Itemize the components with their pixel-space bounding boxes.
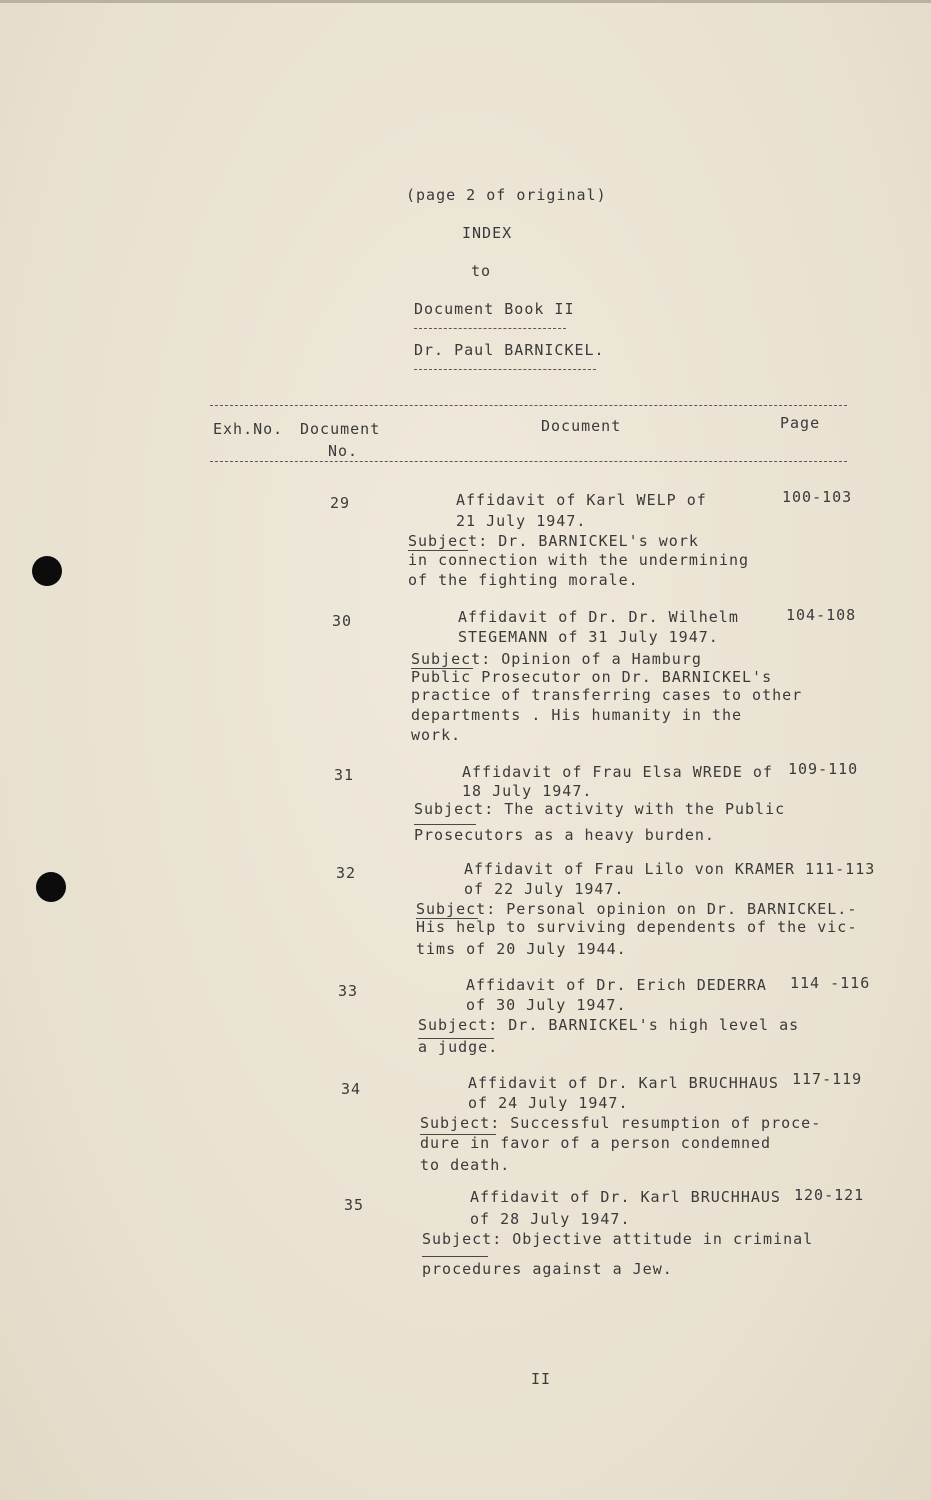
index-title: INDEX bbox=[462, 224, 513, 242]
table-header-rule bbox=[210, 461, 847, 462]
header-rule bbox=[414, 328, 566, 329]
affidavit-title: of 22 July 1947. bbox=[464, 880, 625, 898]
punch-hole bbox=[32, 556, 62, 586]
subject-line: His help to surviving dependents of the vic- bbox=[416, 918, 858, 936]
document-number: 35 bbox=[344, 1196, 365, 1214]
subject-line: Subject: Successful resumption of proce- bbox=[420, 1114, 822, 1132]
document-number: 33 bbox=[338, 982, 359, 1000]
subject-underline bbox=[414, 824, 476, 825]
index-to: to bbox=[471, 262, 492, 280]
table-top-rule bbox=[210, 405, 847, 406]
subject-underline bbox=[408, 550, 468, 551]
column-header-document-no: Document bbox=[300, 420, 381, 438]
page-top-edge bbox=[0, 0, 931, 3]
page-range: 114 -116 bbox=[790, 974, 871, 992]
defendant-name: Dr. Paul BARNICKEL. bbox=[414, 341, 605, 359]
subject-line: a judge. bbox=[418, 1038, 499, 1056]
subject-line: tims of 20 July 1944. bbox=[416, 940, 627, 958]
subject-line: procedures against a Jew. bbox=[422, 1260, 673, 1278]
subject-line: Subject: The activity with the Public bbox=[414, 800, 786, 818]
subject-line: Public Prosecutor on Dr. BARNICKEL's bbox=[411, 668, 773, 686]
affidavit-title: Affidavit of Dr. Karl BRUCHHAUS bbox=[468, 1074, 779, 1092]
subject-line: Subject: Objective attitude in criminal bbox=[422, 1230, 814, 1248]
page-range: 109-110 bbox=[788, 760, 859, 778]
document-number: 30 bbox=[332, 612, 353, 630]
punch-hole bbox=[36, 872, 66, 902]
affidavit-title: 18 July 1947. bbox=[462, 782, 593, 800]
subject-line: practice of transferring cases to other bbox=[411, 686, 803, 704]
subject-line: Subject: Dr. BARNICKEL's high level as bbox=[418, 1016, 800, 1034]
affidavit-title: of 30 July 1947. bbox=[466, 996, 627, 1014]
page-number: II bbox=[531, 1370, 552, 1388]
affidavit-title: of 28 July 1947. bbox=[470, 1210, 631, 1228]
column-header-document: Document bbox=[541, 417, 622, 435]
column-header-document-no-line2: No. bbox=[328, 442, 359, 460]
affidavit-title: Affidavit of Dr. Dr. Wilhelm bbox=[458, 608, 739, 626]
column-header-page: Page bbox=[780, 414, 821, 432]
affidavit-title: 21 July 1947. bbox=[456, 512, 587, 530]
affidavit-title: STEGEMANN of 31 July 1947. bbox=[458, 628, 719, 646]
original-page-note: (page 2 of original) bbox=[406, 186, 607, 204]
page-range: 117-119 bbox=[792, 1070, 863, 1088]
document-number: 31 bbox=[334, 766, 355, 784]
subject-underline bbox=[420, 1134, 496, 1135]
page-range: 104-108 bbox=[786, 606, 857, 624]
subject-line: work. bbox=[411, 726, 462, 744]
affidavit-title: Affidavit of Dr. Karl BRUCHHAUS bbox=[470, 1188, 781, 1206]
subject-underline bbox=[422, 1256, 488, 1257]
subject-line: Prosecutors as a heavy burden. bbox=[414, 826, 715, 844]
subject-line: departments . His humanity in the bbox=[411, 706, 743, 724]
subject-underline bbox=[411, 668, 473, 669]
affidavit-title: Affidavit of Frau Elsa WREDE of bbox=[462, 763, 773, 781]
subject-line: of the fighting morale. bbox=[408, 571, 639, 589]
document-number: 29 bbox=[330, 494, 351, 512]
affidavit-title: of 24 July 1947. bbox=[468, 1094, 629, 1112]
subject-line: in connection with the undermining bbox=[408, 551, 750, 569]
subject-line: Subject: Dr. BARNICKEL's work bbox=[408, 532, 699, 550]
affidavit-title: Affidavit of Dr. Erich DEDERRA bbox=[466, 976, 767, 994]
subject-line: to death. bbox=[420, 1156, 511, 1174]
affidavit-title: Affidavit of Karl WELP of bbox=[456, 491, 707, 509]
subject-line: dure in favor of a person condemned bbox=[420, 1134, 772, 1152]
subject-line: Subject: Personal opinion on Dr. BARNICKEL.- bbox=[416, 900, 858, 918]
column-header-exh-no: Exh.No. bbox=[213, 420, 284, 438]
subject-underline bbox=[418, 1038, 494, 1039]
page-range: 100-103 bbox=[782, 488, 853, 506]
header-rule bbox=[414, 369, 596, 370]
document-number: 34 bbox=[341, 1080, 362, 1098]
subject-underline bbox=[416, 918, 478, 919]
page-range: 120-121 bbox=[794, 1186, 865, 1204]
document-book: Document Book II bbox=[414, 300, 575, 318]
affidavit-title: Affidavit of Frau Lilo von KRAMER 111-113 bbox=[464, 860, 876, 878]
document-number: 32 bbox=[336, 864, 357, 882]
subject-line: Subject: Opinion of a Hamburg bbox=[411, 650, 702, 668]
